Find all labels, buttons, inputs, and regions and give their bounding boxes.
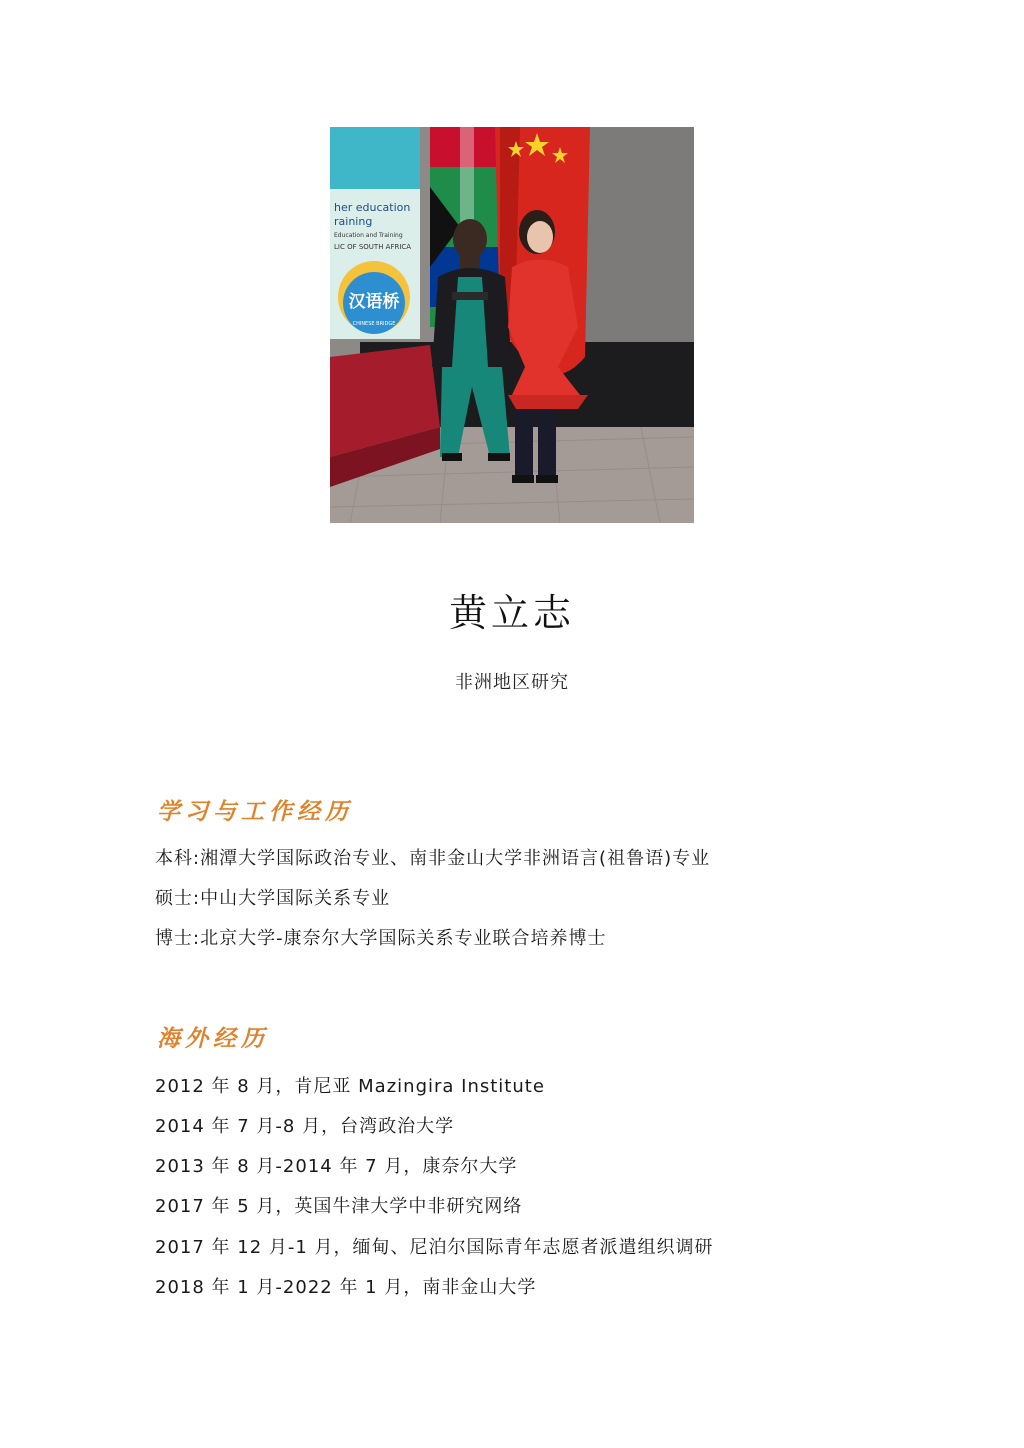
education-item: 硕士:中山大学国际关系专业 [155, 888, 391, 909]
screen-text: her education [334, 201, 411, 214]
overseas-item: 2017 年 12 月-1 月，缅甸、尼泊尔国际青年志愿者派遣组织调研 [155, 1237, 714, 1258]
logo-text: 汉语桥 [348, 292, 400, 312]
screen-text: LIC OF SOUTH AFRICA [334, 243, 412, 251]
person-name: 黄立志 [448, 591, 575, 635]
screen-text: raining [334, 215, 373, 228]
overseas-item: 2014 年 7 月-8 月，台湾政治大学 [155, 1116, 455, 1137]
overseas-item: 2013 年 8 月-2014 年 7 月，康奈尔大学 [155, 1156, 518, 1177]
profile-photo [330, 127, 694, 523]
logo-subtext: CHINESE BRIDGE [352, 321, 396, 327]
overseas-item: 2017 年 5 月，英国牛津大学中非研究网络 [155, 1196, 523, 1217]
overseas-item: 2018 年 1 月-2022 年 1 月，南非金山大学 [155, 1277, 537, 1298]
education-item: 博士:北京大学-康奈尔大学国际关系专业联合培养博士 [155, 928, 607, 949]
education-section-title: 学习与工作经历 [157, 798, 353, 825]
overseas-section-title: 海外经历 [157, 1025, 269, 1052]
screen-text: Education and Training [334, 232, 403, 239]
education-item: 本科:湘潭大学国际政治专业、南非金山大学非洲语言(祖鲁语)专业 [155, 848, 711, 869]
research-field: 非洲地区研究 [455, 672, 569, 693]
overseas-item: 2012 年 8 月，肯尼亚 Mazingira Institute [155, 1076, 545, 1097]
